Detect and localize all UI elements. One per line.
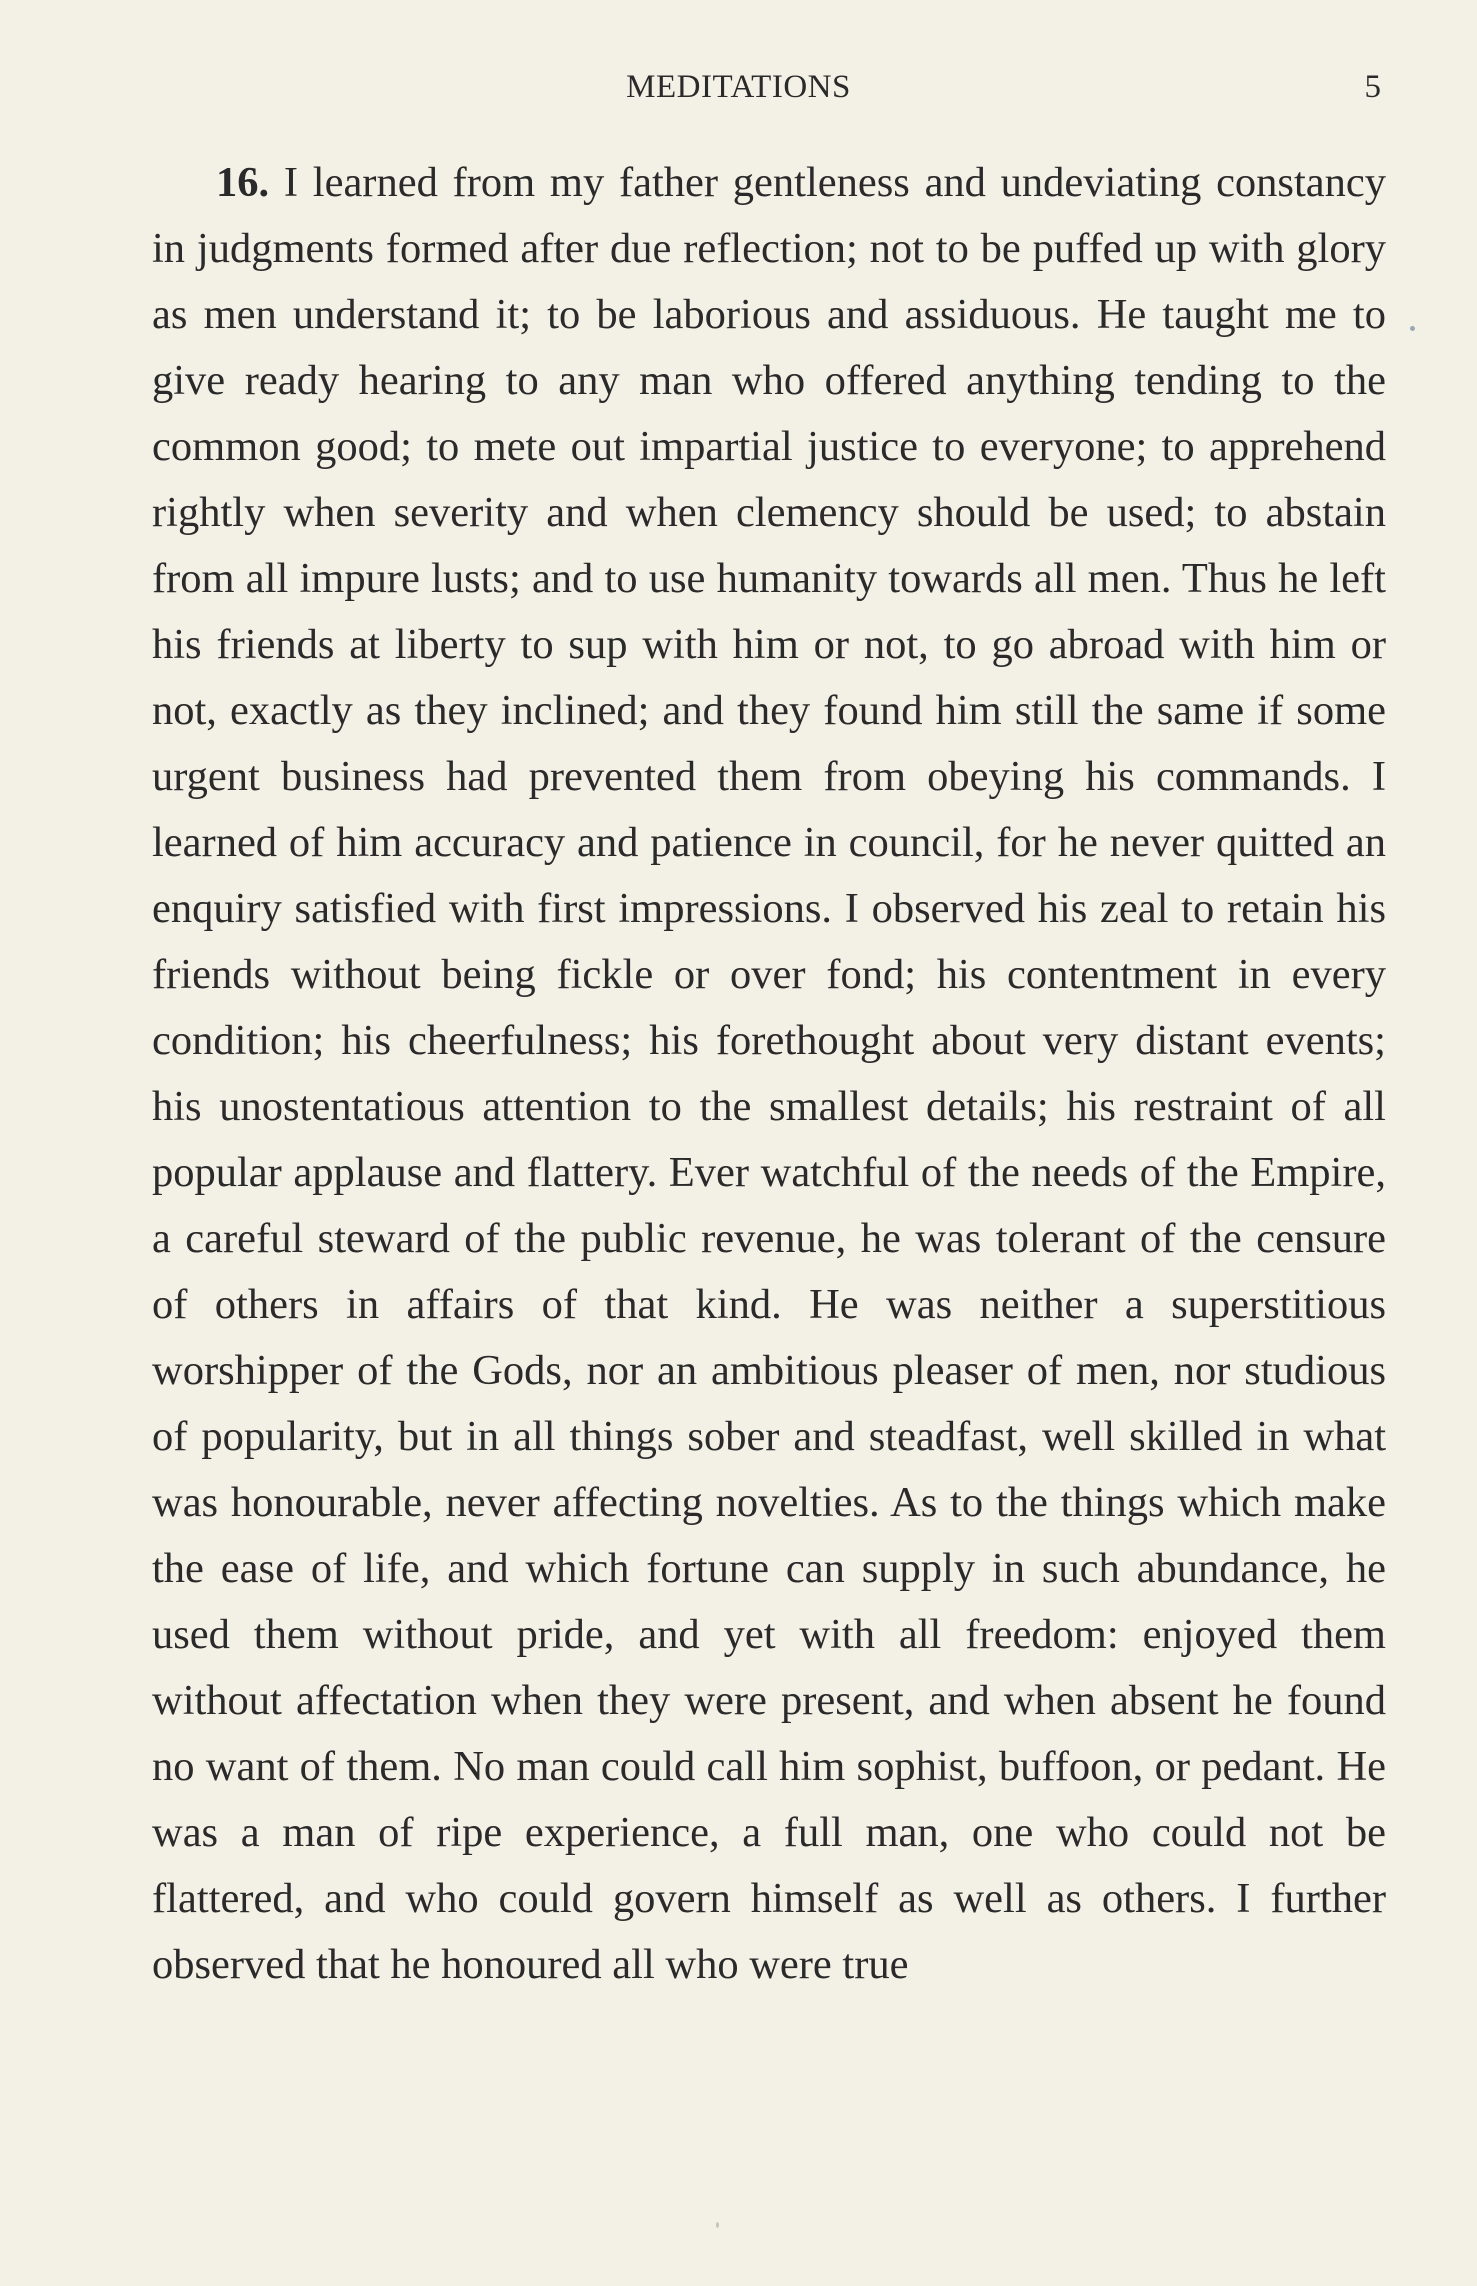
running-title: MEDITATIONS	[626, 69, 851, 105]
section-number: 16.	[216, 159, 270, 206]
page-number: 5	[1364, 69, 1381, 105]
section-paragraph	[152, 150, 1386, 1998]
paper-speck	[1410, 326, 1415, 331]
section-text: I learned from my father gentleness and undeviating constancy in judgments formed after due reflection; not to be puffed up with glory as men understand it; to be laborious and assiduous. He taught me to give ready hearing to any man who offered anything tending to the common good; to mete out impartial justice to everyone; to apprehend rightly when severity and when clemency should be used; to abstain from all impure lusts; and to use humanity towards all men. Thus he left his friends at liberty to sup with him or not, to go abroad with him or not, exactly as they inclined; and they found him still the same if some urgent business had prevented them from obeying his commands. I learned of him accuracy and patience in council, for he never quitted an enquiry satisfied with first impressions. I observed his zeal to retain his friends without being fickle or over fond; his contentment in every condition; his cheerfulness; his forethought about very distant events; his unostentatious attention to the smallest details; his restraint of all popular applause and flattery. Ever watchful of the needs of the Empire, a careful steward of the public revenue, he was tolerant of the censure of others in affairs of that kind. He was neither a superstitious worshipper of the Gods, nor an ambitious pleaser of men, nor studious of popularity, but in all things sober and steadfast, well skilled in what was honourable, never affecting novelties. As to the things which make the ease of life, and which fortune can supply in such abundance, he used them without pride, and yet with all freedom: enjoyed them without affectation when they were present, and when absent he found no want of them. No man could call him sophist, buffoon, or pedant. He was a man of ripe experience, a full man, one who could not be flattered, and who could govern himself as well as others. I further observed that he honoured all who were true	[152, 159, 1387, 1988]
running-head	[0, 62, 1477, 112]
paper-speck	[716, 2222, 719, 2228]
